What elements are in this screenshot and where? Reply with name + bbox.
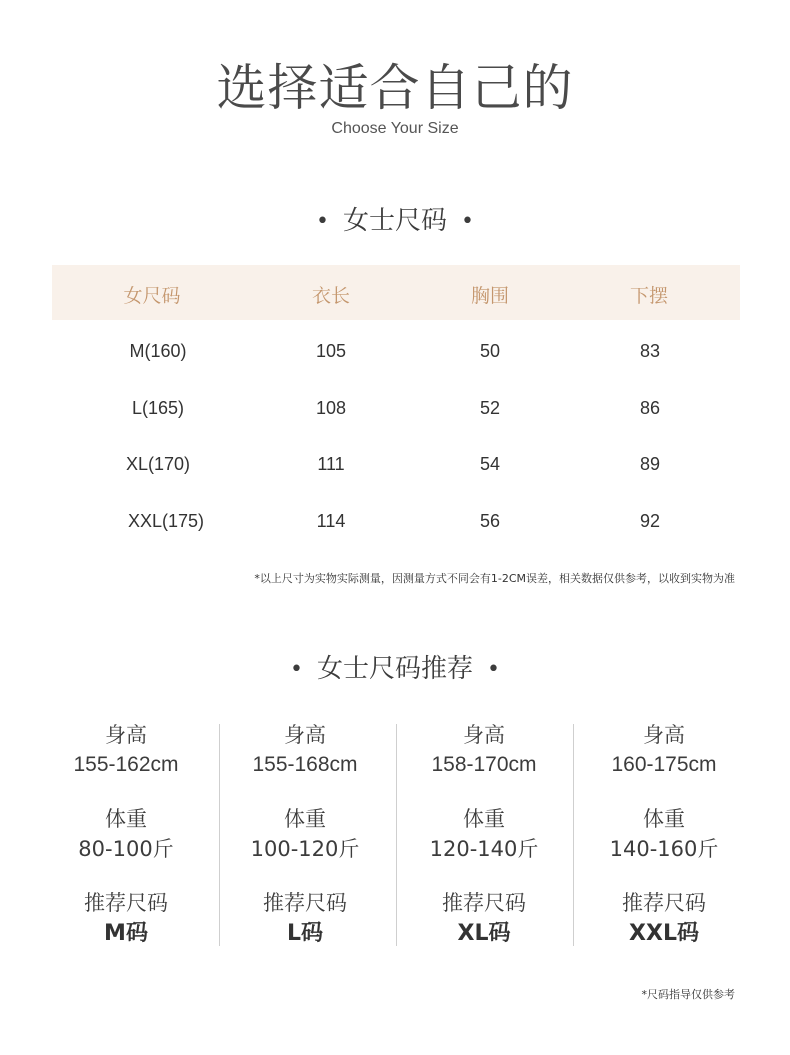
page-title: 选择适合自己的	[216, 59, 574, 117]
weight-label: 体重	[463, 807, 505, 831]
table-cell: 114	[316, 511, 346, 531]
height-value: 155-168cm	[252, 753, 358, 776]
table-cell: M(160)	[129, 341, 187, 361]
bullet-dot: •	[461, 209, 474, 234]
table-cell: 86	[639, 398, 661, 418]
table-cell: XXL(175)	[127, 511, 205, 531]
height-label: 身高	[284, 723, 326, 747]
bullet-dot: •	[487, 657, 500, 682]
table-cell: 54	[479, 454, 501, 474]
table-header-size: 女尺码	[123, 285, 181, 307]
table-cell: XL(170)	[125, 454, 191, 474]
table-cell: 105	[315, 341, 347, 361]
weight-value: 100-120斤	[250, 837, 360, 861]
table-cell: 83	[639, 341, 661, 361]
recommended-size-label: 推荐尺码	[84, 891, 168, 915]
table-cell: L(165)	[131, 398, 185, 418]
recommended-size-label: 推荐尺码	[263, 891, 347, 915]
bullet-dot: •	[316, 209, 329, 234]
table-cell: 108	[315, 398, 347, 418]
recommend-column-xl	[395, 720, 573, 950]
weight-value: 120-140斤	[429, 837, 539, 861]
table-header-hem: 下摆	[629, 285, 668, 307]
recommend-column-l	[216, 720, 394, 950]
weight-label: 体重	[105, 807, 147, 831]
weight-value: 80-100斤	[78, 837, 174, 861]
height-label: 身高	[105, 723, 147, 747]
weight-value: 140-160斤	[609, 837, 719, 861]
height-label: 身高	[643, 723, 685, 747]
recommended-size-label: 推荐尺码	[442, 891, 526, 915]
recommended-size-value: XL码	[457, 921, 511, 946]
recommended-size-label: 推荐尺码	[622, 891, 706, 915]
size-table-note: *以上尺寸为实物实际测量，因测量方式不同会有1-2CM误差，相关数据仅供参考，以收到实物为准	[254, 572, 735, 585]
recommend-column-m	[37, 720, 215, 950]
column-divider	[573, 724, 574, 946]
size-section-title-text: 女士尺码	[342, 206, 447, 236]
size-section-title	[0, 200, 790, 237]
page-subtitle: Choose Your Size	[331, 120, 459, 137]
table-cell: 89	[639, 454, 661, 474]
table-cell: 52	[479, 398, 501, 418]
table-cell: 111	[317, 454, 345, 474]
height-value: 160-175cm	[611, 753, 717, 776]
height-value: 158-170cm	[431, 753, 537, 776]
weight-label: 体重	[643, 807, 685, 831]
table-cell: 50	[479, 341, 501, 361]
bullet-dot: •	[290, 657, 303, 682]
table-header-chest: 胸围	[470, 285, 509, 307]
table-cell: 92	[639, 511, 661, 531]
recommended-size-value: L码	[286, 921, 324, 946]
recommend-section-title	[0, 648, 790, 685]
recommended-size-value: M码	[104, 921, 148, 946]
height-value: 155-162cm	[73, 753, 179, 776]
height-label: 身高	[463, 723, 505, 747]
recommend-section-title-text: 女士尺码推荐	[316, 654, 473, 684]
recommended-size-value: XXL码	[629, 921, 699, 946]
recommend-note: *尺码指导仅供参考	[641, 988, 735, 1001]
table-header-length: 衣长	[311, 285, 350, 307]
table-cell: 56	[479, 511, 501, 531]
weight-label: 体重	[284, 807, 326, 831]
recommend-column-xxl	[575, 720, 753, 950]
